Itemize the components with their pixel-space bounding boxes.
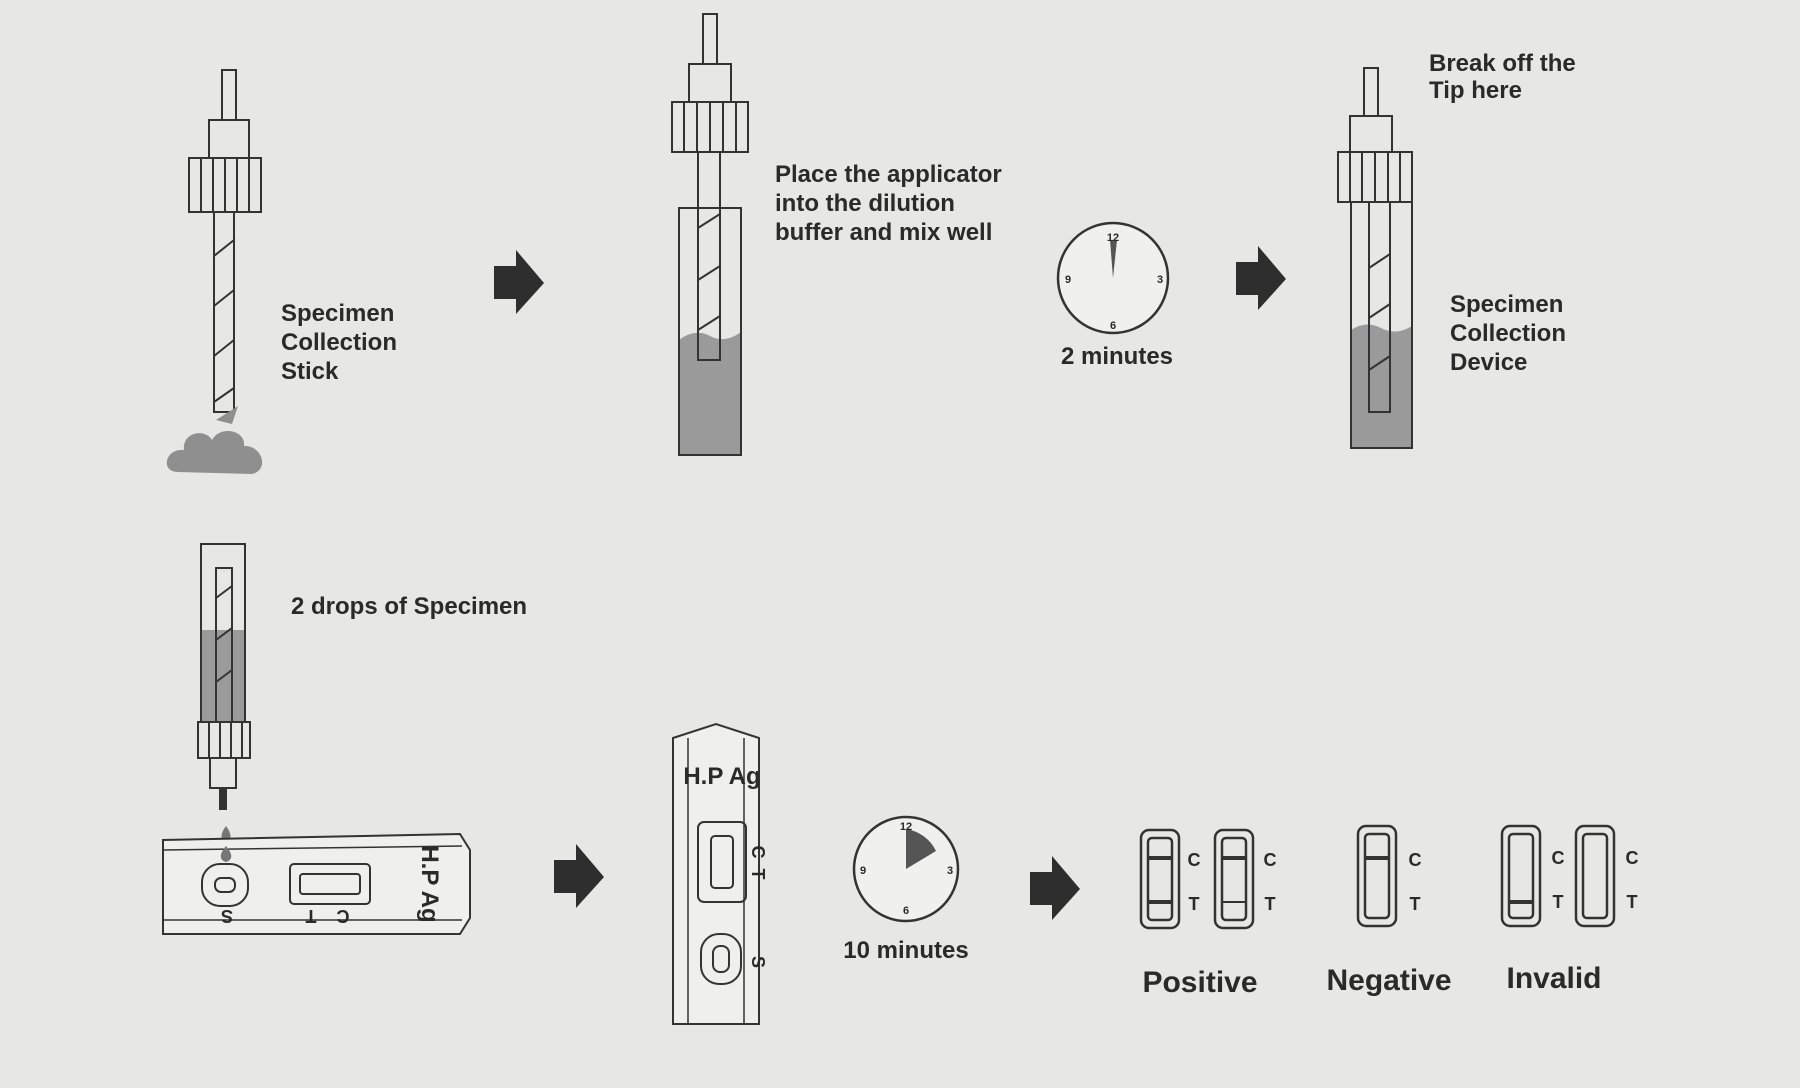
invalid-1-c-mark: C [1551, 848, 1565, 868]
stick-label-line1: Specimen [281, 300, 395, 327]
clock-number-3: 3 [1156, 274, 1164, 286]
clock-number-9: 9 [1064, 274, 1072, 286]
mix-label-line3: buffer and mix well [775, 219, 993, 246]
specimen-collection-stick [189, 70, 261, 412]
stick-label-line2: Collection [281, 329, 398, 356]
negative-strip [1358, 826, 1396, 926]
invalid-strip-1 [1502, 826, 1540, 926]
positive-1-t-mark: T [1188, 894, 1200, 914]
negative-t-mark: T [1409, 894, 1421, 914]
device-label-line1: Specimen [1450, 291, 1564, 318]
positive-1-c-mark: C [1187, 850, 1201, 870]
cassette-v-c-mark: C [748, 845, 768, 859]
arrow-right-icon [494, 250, 544, 314]
dilution-tube-with-applicator [672, 14, 748, 455]
invalid-1-t-mark: T [1552, 892, 1564, 912]
negative-label: Negative [1326, 964, 1452, 997]
clock-icon [1058, 223, 1168, 333]
cassette-c-mark: C [336, 906, 350, 926]
cassette-h-label: H.P Ag [416, 845, 443, 923]
stool-tip [216, 406, 238, 424]
invalid-label: Invalid [1506, 962, 1602, 995]
device-label-line3: Device [1450, 349, 1528, 376]
device-label-line2: Collection [1450, 320, 1567, 347]
cassette-v-t-mark: T [748, 868, 768, 880]
arrow-right-icon [1030, 856, 1080, 920]
drops-label: 2 drops of Specimen [291, 593, 528, 620]
invalid-2-t-mark: T [1626, 892, 1638, 912]
cassette-t-mark: T [305, 906, 317, 926]
clock-number-3: 3 [946, 865, 954, 877]
positive-2-c-mark: C [1263, 850, 1277, 870]
positive-label: Positive [1142, 966, 1258, 999]
clock-number-9: 9 [859, 865, 867, 877]
mix-label-line2: into the dilution [775, 190, 955, 217]
positive-strip-1 [1141, 830, 1179, 928]
clock-number-12: 12 [1106, 232, 1120, 244]
clock-number-6: 6 [902, 905, 910, 917]
cassette-v-s-mark: S [748, 955, 768, 969]
break-label-line1: Break off the [1429, 50, 1576, 77]
positive-2-t-mark: T [1264, 894, 1276, 914]
clock-number-6: 6 [1109, 320, 1117, 332]
clock-number-12: 12 [899, 821, 913, 833]
positive-strip-2 [1215, 830, 1253, 928]
timer2-label: 10 minutes [843, 937, 969, 964]
arrow-right-icon [554, 844, 604, 908]
invalid-strip-2 [1576, 826, 1614, 926]
clock-icon [854, 817, 958, 921]
specimen-collection-device [1338, 68, 1412, 448]
mix-label-line1: Place the applicator [775, 161, 1002, 188]
stool-sample [167, 431, 262, 474]
cassette-v-label: H.P Ag [683, 763, 761, 790]
negative-c-mark: C [1408, 850, 1422, 870]
inverted-collection-device [198, 544, 250, 810]
invalid-2-c-mark: C [1625, 848, 1639, 868]
timer1-label: 2 minutes [1060, 343, 1174, 370]
break-label-line2: Tip here [1429, 77, 1522, 104]
cassette-s-mark: S [220, 906, 234, 926]
arrow-right-icon [1236, 246, 1286, 310]
stick-label-line3: Stick [281, 358, 339, 385]
